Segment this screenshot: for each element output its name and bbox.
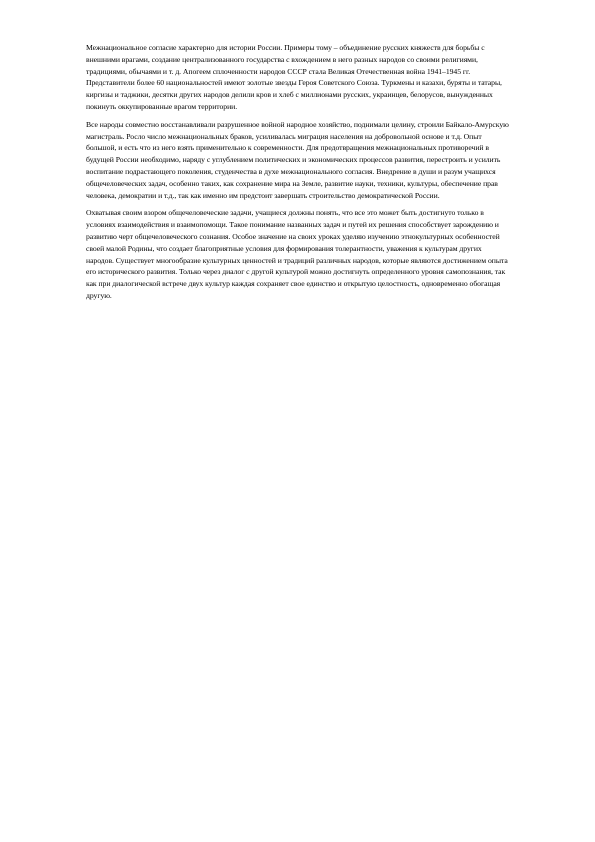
paragraph-1: Межнациональное согласие характерно для истории России. Примеры тому – объединение русских княжеств для борьбы с внешними врагами, создание централизованного государства с вхождением в него разных народов со своими религиями, традициями, обычаями и т. д. Апогеем сплоченности народов СССР стала Великая Отечественная война 1941–1945 гг. Представители более 60 национальностей имеют золотые звезды Героя Советского Союза. Туркмены и казахи, буряты и татары, киргизы и таджики, десятки других народов делили кров и хлеб с миллионами русских, украинцев, белорусов, вынужденных покинуть оккупированные врагом территории. [86, 43, 502, 111]
paragraph-2: Все народы совместно восстанавливали разрушенное войной народное хозяйство, поднимали целину, строили Байкало-Амурскую магистраль. Росло число межнациональных браков, усиливалась миграция населения на добровольной основе и т.д. Опыт большой, и есть что из него взять применительно к современности. Для предотвращения межнациональных противоречий в будущей России необходимо, наряду с углублением политических и экономических процессов развития, перестроить и усилить воспитание подрастающего поколения, студенчества в духе межнационального согласия. Внедрение в души и разум учащихся общечеловеческих задач, особенно таких, как сохранение мира на Земле, развитие науки, техники, культуры, обеспечение прав человека, демократии и т.д., так как именно им предстоит завершать строительство демократической России. [86, 119, 509, 200]
paragraph-3: Охватывая своим взором общечеловеческие задачи, учащиеся должны понять, что все это может быть достигнуто только в условиях взаимодействия и взаимопомощи. Такое понимание названных задач и путей их решения способствует зарождению и развитию черт общечеловеческого сознания. Особое значение на своих уроках уделяю изучению этнокультурных особенностей своей малой Родины, что создает благоприятные условия для формирования толерантности, уважения к культурам других народов. Существует многообразие культурных ценностей и традиций различных народов, которые являются достижением опыта его исторического развития. Только через диалог с другой культурой можно достигнуть определенного уровня самопознания, так как при диалогической встрече двух культур каждая сохраняет свое единство и открытую целостность, одновременно обогащая другую. [86, 208, 508, 300]
document-body [86, 42, 510, 308]
